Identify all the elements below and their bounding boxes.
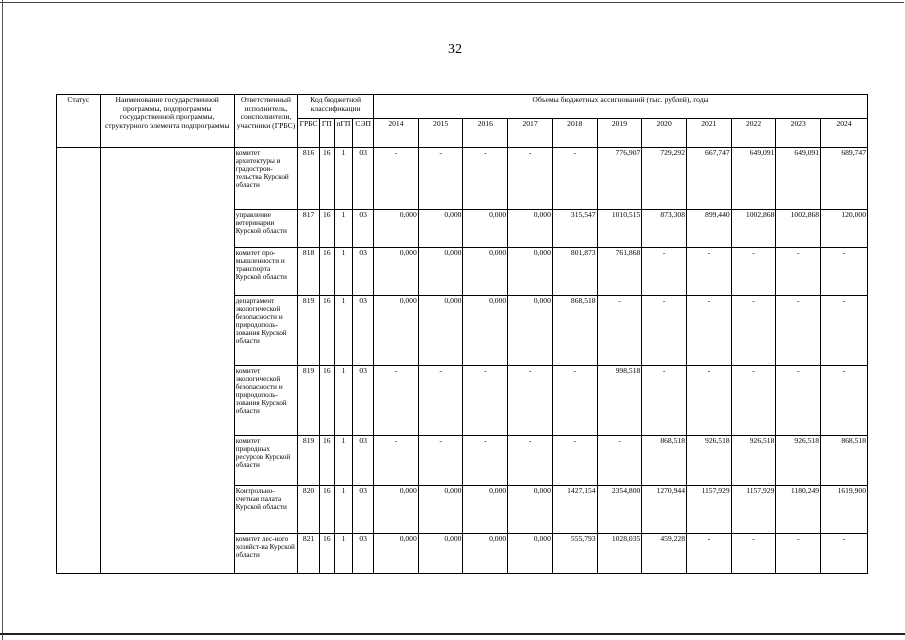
status-cell	[57, 148, 101, 574]
header-code-gp: ГП	[320, 119, 335, 148]
value-cell: -	[418, 436, 463, 486]
value-cell: -	[731, 366, 776, 436]
value-cell: 0,000	[508, 210, 553, 248]
executor-cell: комитет архитектуры и градострои-тельства Курской области	[234, 148, 297, 210]
value-cell: 0,000	[508, 486, 553, 534]
value-cell: 0,000	[374, 210, 419, 248]
code-cell: 16	[320, 486, 335, 534]
code-cell: 03	[353, 248, 374, 296]
value-cell: -	[642, 366, 687, 436]
executor-cell: управление ветеринарии Курской области	[234, 210, 297, 248]
header-code-grbs: ГРБС	[298, 119, 320, 148]
code-cell: 1	[334, 366, 353, 436]
value-cell: -	[687, 366, 732, 436]
value-cell: 998,518	[597, 366, 642, 436]
value-cell: -	[731, 534, 776, 574]
header-year: 2018	[552, 119, 597, 148]
executor-cell: комитет экологической безопасности и природополь-зования Курской области	[234, 366, 297, 436]
code-cell: 1	[334, 436, 353, 486]
table-body	[57, 148, 868, 574]
value-cell: 689,747	[821, 148, 868, 210]
value-cell: 0,000	[463, 486, 508, 534]
code-cell: 16	[320, 366, 335, 436]
value-cell: -	[821, 248, 868, 296]
value-cell: -	[552, 366, 597, 436]
value-cell: 120,000	[821, 210, 868, 248]
code-cell: 1	[334, 248, 353, 296]
code-cell: 819	[298, 436, 320, 486]
value-cell: 761,868	[597, 248, 642, 296]
value-cell: 868,518	[642, 436, 687, 486]
value-cell: 1619,900	[821, 486, 868, 534]
code-cell: 16	[320, 296, 335, 366]
executor-cell: комитет лес-ного хозяйст-ва Курской области	[234, 534, 297, 574]
value-cell: -	[552, 148, 597, 210]
value-cell: 1010,515	[597, 210, 642, 248]
code-cell: 16	[320, 148, 335, 210]
code-cell: 03	[353, 210, 374, 248]
value-cell: -	[374, 436, 419, 486]
header-year: 2016	[463, 119, 508, 148]
header-status: Статус	[57, 95, 101, 148]
code-cell: 03	[353, 486, 374, 534]
value-cell: -	[687, 248, 732, 296]
page-number: 32	[448, 42, 462, 57]
header-year: 2014	[374, 119, 419, 148]
value-cell: 315,547	[552, 210, 597, 248]
value-cell: -	[687, 296, 732, 366]
value-cell: -	[508, 436, 553, 486]
value-cell: -	[508, 148, 553, 210]
value-cell: 0,000	[463, 534, 508, 574]
value-cell: 667,747	[687, 148, 732, 210]
value-cell: 459,228	[642, 534, 687, 574]
value-cell: 899,440	[687, 210, 732, 248]
value-cell: -	[597, 296, 642, 366]
value-cell: 0,000	[508, 248, 553, 296]
value-cell: 1157,929	[687, 486, 732, 534]
header-year: 2023	[776, 119, 821, 148]
value-cell: -	[731, 296, 776, 366]
value-cell: 0,000	[418, 296, 463, 366]
value-cell: 555,793	[552, 534, 597, 574]
value-cell: -	[374, 148, 419, 210]
header-year: 2020	[642, 119, 687, 148]
code-cell: 03	[353, 296, 374, 366]
code-cell: 16	[320, 248, 335, 296]
header-year: 2024	[821, 119, 868, 148]
code-cell: 1	[334, 210, 353, 248]
value-cell: 873,308	[642, 210, 687, 248]
executor-cell: департамент экологической безопасности и природополь-зования Курской области	[234, 296, 297, 366]
executor-cell: комитет природных ресурсов Курской области	[234, 436, 297, 486]
header-code-pgp: пГП	[334, 119, 353, 148]
value-cell: -	[776, 366, 821, 436]
code-cell: 1	[334, 148, 353, 210]
code-cell: 816	[298, 148, 320, 210]
value-cell: 926,518	[776, 436, 821, 486]
value-cell: 1180,249	[776, 486, 821, 534]
code-cell: 16	[320, 436, 335, 486]
code-cell: 817	[298, 210, 320, 248]
header-code-sep: СЭП	[353, 119, 374, 148]
value-cell: -	[508, 366, 553, 436]
value-cell: -	[776, 248, 821, 296]
code-cell: 1	[334, 486, 353, 534]
value-cell: 2354,800	[597, 486, 642, 534]
header-year: 2021	[687, 119, 732, 148]
value-cell: -	[418, 366, 463, 436]
value-cell: 0,000	[463, 248, 508, 296]
code-cell: 821	[298, 534, 320, 574]
value-cell: 0,000	[374, 296, 419, 366]
code-cell: 818	[298, 248, 320, 296]
value-cell: 1427,154	[552, 486, 597, 534]
value-cell: -	[776, 534, 821, 574]
value-cell: 1002,868	[776, 210, 821, 248]
value-cell: 0,000	[418, 534, 463, 574]
code-cell: 16	[320, 210, 335, 248]
code-cell: 03	[353, 534, 374, 574]
table-row	[57, 148, 868, 210]
executor-cell: Контрольно-счетная палата Курской области	[234, 486, 297, 534]
code-cell: 03	[353, 366, 374, 436]
value-cell: -	[642, 248, 687, 296]
code-cell: 1	[334, 534, 353, 574]
value-cell: -	[597, 436, 642, 486]
budget-table	[56, 94, 868, 574]
value-cell: 0,000	[463, 296, 508, 366]
value-cell: 801,873	[552, 248, 597, 296]
table-header	[57, 95, 868, 148]
code-cell: 820	[298, 486, 320, 534]
page-frame-bottom	[0, 633, 905, 635]
code-cell: 03	[353, 148, 374, 210]
value-cell: 0,000	[508, 296, 553, 366]
value-cell: 0,000	[463, 210, 508, 248]
value-cell: -	[821, 296, 868, 366]
value-cell: 0,000	[374, 486, 419, 534]
value-cell: 729,292	[642, 148, 687, 210]
code-cell: 1	[334, 296, 353, 366]
value-cell: 868,518	[821, 436, 868, 486]
value-cell: -	[731, 248, 776, 296]
value-cell: 0,000	[418, 486, 463, 534]
value-cell: 926,518	[731, 436, 776, 486]
value-cell: -	[418, 148, 463, 210]
page-frame-top	[0, 2, 904, 3]
program-name-cell	[100, 148, 234, 574]
value-cell: 926,518	[687, 436, 732, 486]
header-code-group: Код бюджетной классификации	[298, 95, 374, 119]
value-cell: 1028,035	[597, 534, 642, 574]
value-cell: -	[642, 296, 687, 366]
header-year: 2022	[731, 119, 776, 148]
value-cell: 776,907	[597, 148, 642, 210]
value-cell: -	[821, 366, 868, 436]
header-executor: Ответственный исполнитель, соисполнители, участники (ГРБС)	[234, 95, 297, 148]
executor-cell: комитет про-мышленности и транспорта Курской области	[234, 248, 297, 296]
value-cell: 1270,944	[642, 486, 687, 534]
code-cell: 03	[353, 436, 374, 486]
header-year: 2019	[597, 119, 642, 148]
value-cell: -	[821, 534, 868, 574]
value-cell: -	[374, 366, 419, 436]
value-cell: 649,091	[731, 148, 776, 210]
value-cell: 0,000	[508, 534, 553, 574]
value-cell: -	[463, 436, 508, 486]
header-volume-group: Объемы бюджетных ассигнований (тыс. рублей), годы	[374, 95, 868, 119]
value-cell: -	[552, 436, 597, 486]
value-cell: -	[463, 148, 508, 210]
value-cell: 0,000	[418, 210, 463, 248]
value-cell: 0,000	[418, 248, 463, 296]
header-year: 2015	[418, 119, 463, 148]
header-name: Наименование государственной программы, подпрограммы государственной программы, структурного элемента подпрограммы	[100, 95, 234, 148]
value-cell: -	[776, 296, 821, 366]
value-cell: 649,091	[776, 148, 821, 210]
value-cell: 868,518	[552, 296, 597, 366]
value-cell: 0,000	[374, 248, 419, 296]
value-cell: 0,000	[374, 534, 419, 574]
code-cell: 16	[320, 534, 335, 574]
code-cell: 819	[298, 366, 320, 436]
value-cell: -	[687, 534, 732, 574]
value-cell: -	[463, 366, 508, 436]
header-year: 2017	[508, 119, 553, 148]
value-cell: 1157,929	[731, 486, 776, 534]
code-cell: 819	[298, 296, 320, 366]
value-cell: 1002,868	[731, 210, 776, 248]
page-frame-left	[2, 0, 3, 640]
